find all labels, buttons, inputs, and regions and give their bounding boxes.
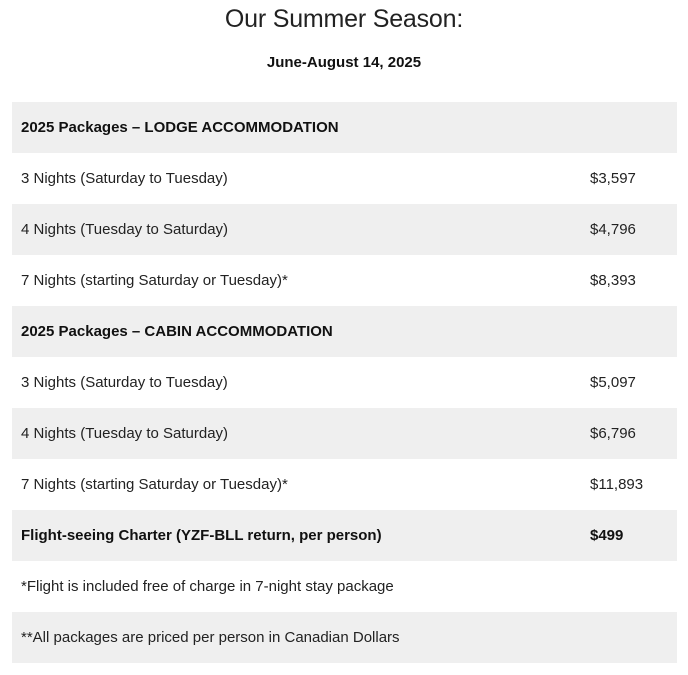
charter-label: Flight-seeing Charter (YZF-BLL return, per person) xyxy=(21,527,382,544)
table-row xyxy=(12,408,677,459)
page-title: Our Summer Season: xyxy=(224,5,464,33)
table-row xyxy=(12,255,677,306)
package-label: 7 Nights (starting Saturday or Tuesday)* xyxy=(21,272,288,289)
package-price: $6,796 xyxy=(590,425,636,442)
package-label: 3 Nights (Saturday to Tuesday) xyxy=(21,170,228,187)
table-row xyxy=(12,204,677,255)
footnote-row xyxy=(12,561,677,612)
charter-price: $499 xyxy=(590,527,624,544)
footnote-currency: **All packages are priced per person in Canadian Dollars xyxy=(21,629,400,646)
lodge-section-heading: 2025 Packages – LODGE ACCOMMODATION xyxy=(21,119,339,136)
package-price: $11,893 xyxy=(590,476,644,493)
cabin-section-heading-row xyxy=(12,306,677,357)
season-dates: June-August 14, 2025 xyxy=(266,54,422,71)
package-price: $4,796 xyxy=(590,221,636,238)
lodge-section-heading-row xyxy=(12,102,677,153)
price-table xyxy=(12,102,677,663)
package-label: 4 Nights (Tuesday to Saturday) xyxy=(21,221,229,238)
footnote-flight: *Flight is included free of charge in 7-night stay package xyxy=(21,578,394,595)
package-price: $8,393 xyxy=(590,272,636,289)
package-label: 4 Nights (Tuesday to Saturday) xyxy=(21,425,229,442)
package-label: 3 Nights (Saturday to Tuesday) xyxy=(21,374,228,391)
package-price: $5,097 xyxy=(590,374,636,391)
table-row xyxy=(12,357,677,408)
table-row xyxy=(12,153,677,204)
package-label: 7 Nights (starting Saturday or Tuesday)* xyxy=(21,476,288,493)
package-price: $3,597 xyxy=(590,170,636,187)
cabin-section-heading: 2025 Packages – CABIN ACCOMMODATION xyxy=(21,323,333,340)
footnote-row xyxy=(12,612,677,663)
table-row xyxy=(12,459,677,510)
charter-row xyxy=(12,510,677,561)
